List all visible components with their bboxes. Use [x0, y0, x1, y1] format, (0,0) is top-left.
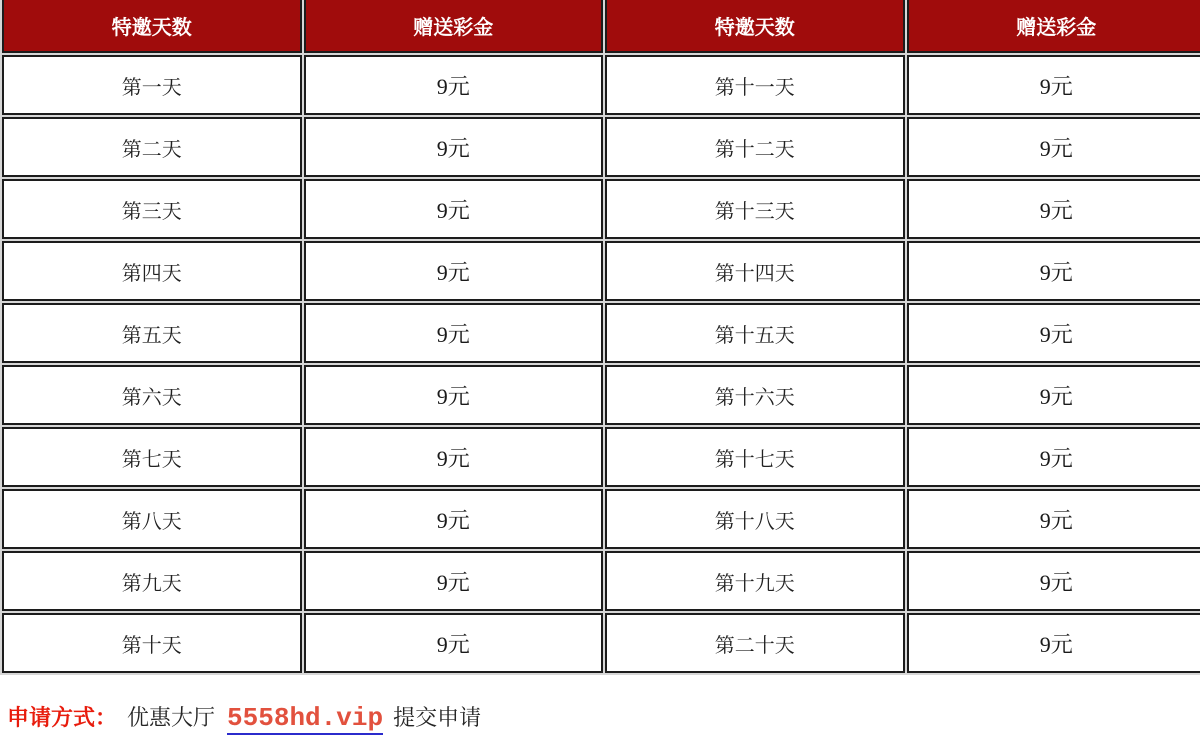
- day-cell: 第八天: [2, 489, 302, 549]
- bonus-cell: 9元: [907, 365, 1200, 425]
- promo-hall-text: 优惠大厅: [127, 705, 216, 730]
- bonus-cell: 9元: [907, 179, 1200, 239]
- bonus-cell: 9元: [304, 241, 604, 301]
- day-cell: 第一天: [2, 55, 302, 115]
- bonus-cell: 9元: [907, 55, 1200, 115]
- day-cell: 第二十天: [605, 613, 905, 673]
- bonus-cell: 9元: [907, 303, 1200, 363]
- table-row: [2, 179, 1200, 239]
- header-row: [2, 0, 1200, 53]
- day-cell: 第六天: [2, 365, 302, 425]
- bonus-cell: 9元: [304, 551, 604, 611]
- day-cell: 第十九天: [605, 551, 905, 611]
- day-cell: 第二天: [2, 117, 302, 177]
- bonus-cell: 9元: [907, 427, 1200, 487]
- bonus-cell: 9元: [907, 551, 1200, 611]
- day-cell: 第十天: [2, 613, 302, 673]
- day-cell: 第九天: [2, 551, 302, 611]
- day-cell: 第十五天: [605, 303, 905, 363]
- bonus-cell: 9元: [304, 179, 604, 239]
- bonus-cell: 9元: [304, 427, 604, 487]
- bonus-cell: 9元: [304, 489, 604, 549]
- bonus-cell: 9元: [304, 303, 604, 363]
- table-row: [2, 489, 1200, 549]
- day-cell: 第十二天: [605, 117, 905, 177]
- day-cell: 第七天: [2, 427, 302, 487]
- bonus-cell: 9元: [907, 489, 1200, 549]
- column-header-bonus-2: 赠送彩金: [907, 0, 1200, 53]
- table-row: [2, 365, 1200, 425]
- table-row: [2, 551, 1200, 611]
- day-cell: 第十六天: [605, 365, 905, 425]
- column-header-bonus-1: 赠送彩金: [304, 0, 604, 53]
- day-cell: 第十三天: [605, 179, 905, 239]
- promo-site-link[interactable]: 5558hd.vip: [227, 703, 384, 733]
- day-cell: 第三天: [2, 179, 302, 239]
- bonus-cell: 9元: [304, 613, 604, 673]
- day-cell: 第十四天: [605, 241, 905, 301]
- table-row: [2, 613, 1200, 673]
- day-cell: 第十七天: [605, 427, 905, 487]
- bonus-cell: 9元: [907, 613, 1200, 673]
- day-cell: 第四天: [2, 241, 302, 301]
- column-header-days-2: 特邀天数: [605, 0, 905, 53]
- bonus-cell: 9元: [907, 117, 1200, 177]
- column-header-days-1: 特邀天数: [2, 0, 302, 53]
- bonus-cell: 9元: [304, 365, 604, 425]
- table-row: [2, 117, 1200, 177]
- application-note: [7, 701, 1200, 733]
- submit-application-text: 提交申请: [393, 705, 482, 730]
- table-row: [2, 55, 1200, 115]
- day-cell: 第五天: [2, 303, 302, 363]
- day-cell: 第十一天: [605, 55, 905, 115]
- bonus-cell: 9元: [304, 117, 604, 177]
- bonus-cell: 9元: [304, 55, 604, 115]
- table-row: [2, 427, 1200, 487]
- day-cell: 第十八天: [605, 489, 905, 549]
- bonus-cell: 9元: [907, 241, 1200, 301]
- application-method-label: 申请方式：: [7, 705, 118, 730]
- table-row: [2, 241, 1200, 301]
- table-row: [2, 303, 1200, 363]
